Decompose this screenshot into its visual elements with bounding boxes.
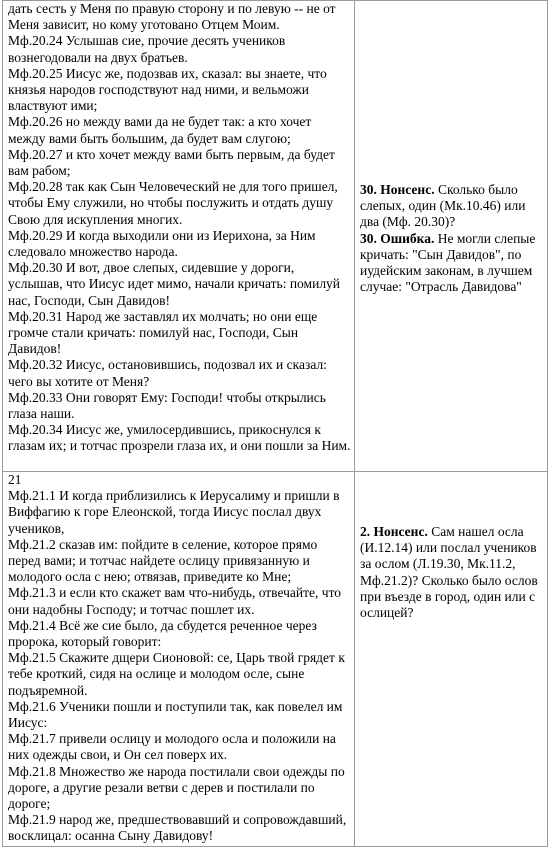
- verse-line: Мф.21.4 Всё же сие было, да сбудется реченное через пророка, который говорит:: [8, 617, 317, 650]
- verse-line: Мф.20.25 Иисус же, подозвав их, сказал: вы знаете, что князья народов господствуют над ними, и вельможи властвуют ими;: [8, 65, 327, 114]
- verse-line: Мф.21.1 И когда приблизились к Иерусалиму и пришли в Виффагию к горе Елеонской, тогда Иисус послал двух учеников,: [8, 488, 340, 536]
- comment-cell: [355, 472, 548, 847]
- verse-line: Мф.20.29 И когда выходили они из Иерихона, за Ним следовало множество народа.: [8, 227, 316, 260]
- verse-line: Мф.20.28 так как Сын Человеческий не для того пришел, чтобы Ему служили, но чтобы послужить и отдать душу Свою для искупления многих.: [8, 179, 338, 227]
- chapter-number: 21: [8, 472, 22, 487]
- verse-line: дать сесть у Меня по правую сторону и по левую -- не от Меня зависит, но кому уготовано Отцем Моим.: [8, 1, 336, 33]
- verse-line: Мф.21.8 Множество же народа постилали свои одежды по дороге, а другие резали ветви с дерев и постилали по дороге;: [8, 763, 345, 812]
- verse-line: Мф.20.26 но между вами да не будет так: а кто хочет между вами быть большим, да будет вам слугою;: [8, 114, 312, 146]
- verse-line: Мф.21.2 сказав им: пойдите в селение, которое прямо перед вами; и тотчас найдете ослицу привязанную и молодого осла с нею; отвязав, приведите ко Мне;: [8, 536, 318, 585]
- verse-line: Мф.21.6 Ученики пошли и поступили так, как повелел им Иисус:: [8, 698, 343, 731]
- comment-cell: [355, 1, 548, 472]
- note-label: 30. Ошибка.: [360, 230, 435, 246]
- commentary-table: [2, 0, 548, 847]
- note-text: Сам нашел осла (И.12.14) или послал учеников за ослом (Л.19.30, Мк.11.2, Мф.21.2)? Сколько было ослов при въезде в город, один или с ослицей?: [360, 524, 538, 621]
- verse-line: Мф.21.5 Скажите дщери Сионовой: се, Царь твой грядет к тебе кроткий, сидя на ослице и молодом осле, сыне подъяремной.: [8, 650, 345, 698]
- comment-note: [360, 182, 544, 231]
- scripture-cell: [3, 472, 355, 847]
- cell-spacer: [360, 1, 544, 182]
- verse-line: Мф.20.33 Они говорят Ему: Господи! чтобы открылись глаза наши.: [8, 389, 326, 422]
- verse-line: Мф.20.32 Иисус, остановившись, подозвал их и сказал: чего вы хотите от Меня?: [8, 357, 327, 389]
- comment-note: [360, 524, 544, 621]
- cell-spacer: [360, 472, 544, 524]
- verse-line: Мф.20.30 И вот, двое слепых, сидевшие у дороги, услышав, что Иисус идет мимо, начали кричать: помилуй нас, Господи, Сын Давидов!: [8, 260, 341, 308]
- verse-line: Мф.20.24 Услышав сие, прочие десять учеников вознегодовали на двух братьев.: [8, 33, 286, 65]
- scripture-cell: [3, 1, 355, 472]
- verse-line: Мф.21.9 народ же, предшествовавший и сопровождавший, восклицал: осанна Сыну Давидову!: [8, 812, 347, 844]
- verse-line: Мф.20.34 Иисус же, умилосердившись, прикоснулся к глазам их; и тотчас прозрели глаза их, и они пошли за Ним.: [8, 422, 351, 454]
- verse-line: Мф.20.31 Народ же заставлял их молчать; но они еще громче стали кричать: помилуй нас, Господи, Сын Давидов!: [8, 308, 318, 357]
- verse-line: Мф.21.7 привели ослицу и молодого осла и положили на них одежды свои, и Он сел поверх их.: [8, 731, 336, 763]
- note-label: 30. Нонсенс.: [360, 182, 435, 197]
- note-text: Не могли слепые кричать: "Сын Давидов", по иудейским законам, в лучшем случае: "Отрасль Давидова": [360, 230, 536, 295]
- comment-note: [360, 231, 544, 296]
- verse-line: Мф.20.27 и кто хочет между вами быть первым, да будет вам рабом;: [8, 146, 335, 179]
- table-row: [3, 1, 548, 472]
- note-label: 2. Нонсенс.: [360, 524, 428, 539]
- note-text: Сколько было слепых, один (Мк.10.46) или два (Мф. 20.30)?: [360, 182, 526, 230]
- verse-line: Мф.21.3 и если кто скажет вам что-нибудь, отвечайте, что они надобны Господу; и тотчас пошлет их.: [8, 585, 342, 617]
- table-row: [3, 472, 548, 847]
